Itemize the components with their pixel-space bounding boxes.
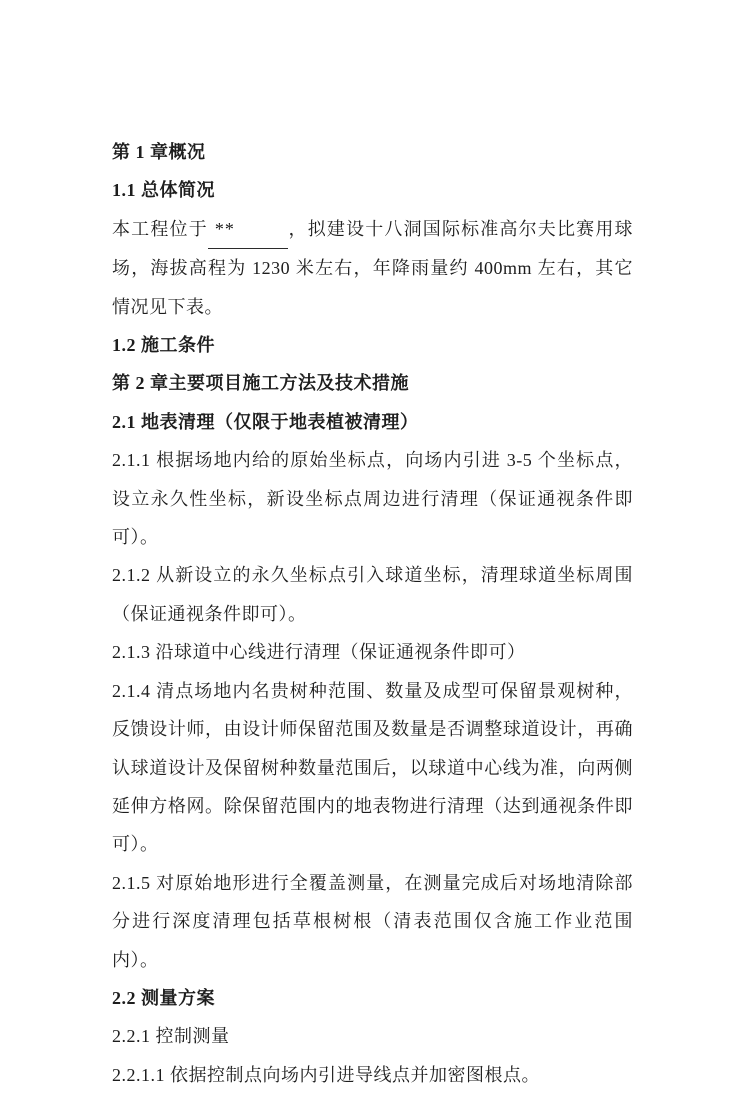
- document-content: [112, 133, 633, 1094]
- paragraph-2-1-2: 2.1.2 从新设立的永久坐标点引入球道坐标，清理球道坐标周围（保证通视条件即可）。: [112, 565, 633, 624]
- paragraph-2-1-1: 2.1.1 根据场地内给的原始坐标点，向场内引进 3-5 个坐标点，设立永久性坐标，新设坐标点周边进行清理（保证通视条件即可）。: [112, 450, 633, 548]
- paragraph-overview: [112, 210, 633, 326]
- overview-prefix: 本工程位于: [112, 218, 208, 239]
- section-1-1-heading: 1.1 总体简况: [112, 180, 215, 201]
- paragraph-2-2-1-1: 2.2.1.1 依据控制点向场内引进导线点并加密图根点。: [112, 1064, 540, 1085]
- paragraph-2-1-5: 2.1.5 对原始地形进行全覆盖测量，在测量完成后对场地清除部分进行深度清理包括草根树根（清表范围仅含施工作业范围内）。: [112, 872, 633, 970]
- paragraph-2-2-1: 2.2.1 控制测量: [112, 1026, 230, 1047]
- chapter-2-heading: 第 2 章主要项目施工方法及技术措施: [112, 373, 409, 394]
- paragraph-2-1-3: 2.1.3 沿球道中心线进行清理（保证通视条件即可）: [112, 642, 526, 663]
- fill-in-blank-underline: [208, 210, 288, 249]
- overview-suffix: ，拟建设十八洞国际标准高尔夫比赛用球场，海拔高程为 1230 米左右，年降雨量约 400mm 左右，其它情况见下表。: [112, 218, 634, 317]
- section-2-2-heading: 2.2 测量方案: [112, 987, 215, 1008]
- blank-placeholder-text: **: [214, 218, 235, 239]
- chapter-1-heading: 第 1 章概况: [112, 142, 206, 162]
- section-2-1-heading: 2.1 地表清理（仅限于地表植被清理）: [112, 411, 419, 432]
- paragraph-2-1-4: 2.1.4 清点场地内名贵树种范围、数量及成型可保留景观树种，反馈设计师，由设计师保留范围及数量是否调整球道设计，再确认球道设计及保留树种数量范围后，以球道中心线为准，向两侧延伸方格网。除保留范围内的地表物进行清理（达到通视条件即可）。: [112, 680, 633, 855]
- section-1-2-heading: 1.2 施工条件: [112, 335, 215, 356]
